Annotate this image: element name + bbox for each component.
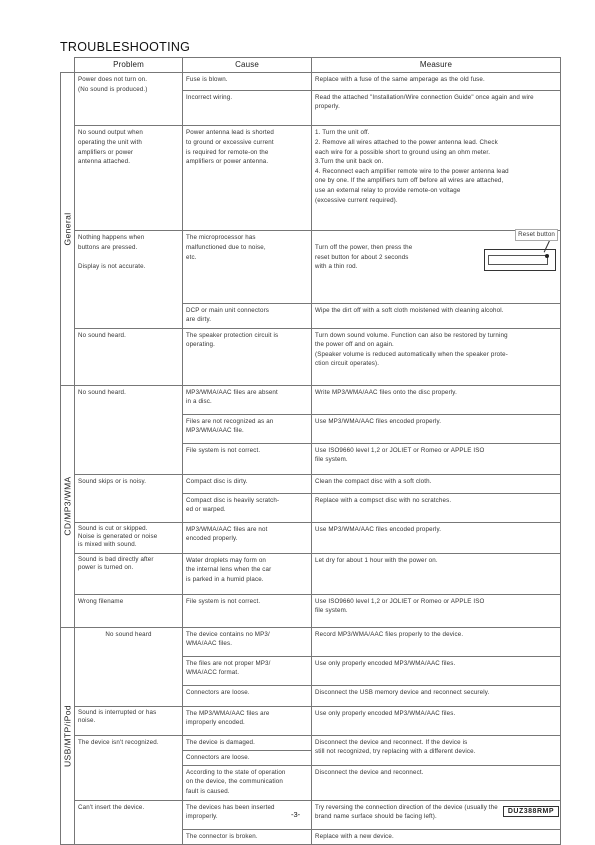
- header-cause: Cause: [183, 58, 312, 73]
- cause-cell: The microprocessor has malfunctioned due to noise, etc.: [183, 231, 312, 303]
- measure-cell: Clean the compact disc with a soft cloth.: [312, 474, 561, 493]
- cause-cell: The MP3/WMA/AAC files are improperly encoded.: [183, 706, 312, 735]
- problem-cell: Wrong filename: [75, 594, 183, 627]
- problem-cell: Sound is interrupted or has noise.: [75, 706, 183, 735]
- measure-cell: Record MP3/WMA/AAC files properly to the device.: [312, 627, 561, 656]
- cause-cell: DCP or main unit connectors are dirty.: [183, 303, 312, 328]
- table-row: [61, 126, 561, 231]
- measure-cell: Disconnect the device and reconnect.: [312, 765, 561, 800]
- reset-instructions: Turn off the power, then press the reset button for about 2 seconds with a thin rod.: [315, 244, 413, 271]
- cause-cell: Power antenna lead is shorted to ground or excessive current is required for remote-on the amplifiers or power antenna.: [183, 126, 312, 231]
- reset-button-diagram: [484, 249, 556, 271]
- measure-cell: 1. Turn the unit off. 2. Remove all wires attached to the power antenna lead. Check each wire for a possible short to ground using an ohm meter. 3.Turn the unit back on. 4. Reconnect each amplifier remote wire to the power antenna lead one by one. If the amplifiers turn off before all wires are attached, use an external relay to provide remote-on voltage (excessive current required).: [312, 126, 561, 231]
- table-row: [61, 735, 561, 750]
- cause-cell: Files are not recognized as an MP3/WMA/AAC file.: [183, 414, 312, 443]
- table-row: [61, 231, 561, 303]
- problem-cell: Nothing happens when buttons are pressed. Display is not accurate.: [75, 231, 183, 328]
- measure-cell: [312, 231, 561, 303]
- table-row: [61, 73, 561, 90]
- section-usb: USB/MTP/iPod: [61, 627, 75, 844]
- measure-cell: Use MP3/WMA/AAC files encoded properly.: [312, 414, 561, 443]
- cause-cell: Connectors are loose.: [183, 685, 312, 706]
- cause-cell: File system is not correct.: [183, 443, 312, 474]
- measure-cell: Wipe the dirt off with a soft cloth moistened with cleaning alcohol.: [312, 303, 561, 328]
- cause-cell: The device is damaged.: [183, 735, 312, 750]
- cause-cell: File system is not correct.: [183, 594, 312, 627]
- cause-cell: According to the state of operation on the device, the communication fault is caused.: [183, 765, 312, 800]
- problem-cell: Can't insert the device.: [75, 800, 183, 844]
- measure-cell: Replace with a compsct disc with no scratches.: [312, 493, 561, 522]
- problem-cell: Sound is bad directly after power is turned on.: [75, 553, 183, 594]
- cause-cell: The files are not proper MP3/ WMA/ACC format.: [183, 656, 312, 685]
- reset-button-label: Reset button: [515, 229, 558, 241]
- measure-cell: Replace with a fuse of the same amperage as the old fuse.: [312, 73, 561, 90]
- table-row: [61, 706, 561, 735]
- problem-cell: Sound is cut or skipped. Noise is generated or noise is mixed with sound.: [75, 522, 183, 553]
- page-number: -3-: [291, 810, 301, 819]
- measure-cell: Disconnect the device and reconnect. If the device is still not recognized, try replacing with a different device.: [312, 735, 561, 765]
- table-row: [61, 385, 561, 414]
- table-row: [61, 553, 561, 594]
- problem-cell: No sound heard.: [75, 385, 183, 474]
- reset-hole-icon: [545, 254, 549, 258]
- measure-cell: Replace with a new device.: [312, 829, 561, 844]
- measure-cell: Use only properly encoded MP3/WMA/AAC files.: [312, 706, 561, 735]
- measure-cell: Disconnect the USB memory device and reconnect securely.: [312, 685, 561, 706]
- cause-cell: Compact disc is heavily scratch- ed or warped.: [183, 493, 312, 522]
- cause-cell: The speaker protection circuit is operating.: [183, 328, 312, 385]
- table-row: [61, 474, 561, 493]
- measure-cell: Write MP3/WMA/AAC files onto the disc properly.: [312, 385, 561, 414]
- problem-cell: Sound skips or is noisy.: [75, 474, 183, 522]
- cause-cell: MP3/WMA/AAC files are not encoded properly.: [183, 522, 312, 553]
- measure-cell: Use ISO9660 level 1,2 or JOLIET or Romeo or APPLE ISO file system.: [312, 443, 561, 474]
- cause-cell: Connectors are loose.: [183, 750, 312, 765]
- measure-cell: Let dry for about 1 hour with the power on.: [312, 553, 561, 594]
- section-general: General: [61, 73, 75, 385]
- measure-cell: Read the attached "Installation/Wire connection Guide" once again and wire properly.: [312, 90, 561, 126]
- header-problem: Problem: [75, 58, 183, 73]
- table-row: [61, 800, 561, 829]
- page-title: TROUBLESHOOTING: [60, 40, 191, 54]
- cause-cell: The connector is broken.: [183, 829, 312, 844]
- cause-cell: The device contains no MP3/ WMA/AAC files.: [183, 627, 312, 656]
- measure-cell: Use only properly encoded MP3/WMA/AAC files.: [312, 656, 561, 685]
- model-number: DUZ388RMP: [503, 806, 559, 817]
- measure-cell: Try reversing the connection direction of the device (usually the brand name surface should be facing left).: [312, 800, 561, 829]
- table-row: [61, 522, 561, 553]
- cause-cell: Water droplets may form on the internal lens when the car is parked in a humid place.: [183, 553, 312, 594]
- section-cd: CD/MP3/WMA: [61, 385, 75, 627]
- cause-cell: The devices has been inserted improperly.: [183, 800, 312, 829]
- problem-cell: No sound heard.: [75, 328, 183, 385]
- problem-cell: No sound heard: [75, 627, 183, 706]
- troubleshooting-table: [60, 57, 561, 845]
- problem-cell: The device isn't recognized.: [75, 735, 183, 800]
- cause-cell: Fuse is blown.: [183, 73, 312, 90]
- cause-cell: Compact disc is dirty.: [183, 474, 312, 493]
- measure-cell: Use ISO9660 level 1,2 or JOLIET or Romeo or APPLE ISO file system.: [312, 594, 561, 627]
- measure-cell: Use MP3/WMA/AAC files encoded properly.: [312, 522, 561, 553]
- header-row: [61, 58, 561, 73]
- table-row: [61, 627, 561, 656]
- cause-cell: MP3/WMA/AAC files are absent in a disc.: [183, 385, 312, 414]
- header-measure: Measure: [312, 58, 561, 73]
- cause-cell: Incorrect wiring.: [183, 90, 312, 126]
- problem-cell: Power does not turn on. (No sound is produced.): [75, 73, 183, 126]
- measure-cell: Turn down sound volume. Function can also be restored by turning the power off and on again. (Speaker volume is reduced automatically when the speaker prote- ction circuit operates).: [312, 328, 561, 385]
- unit-panel-shape: [488, 255, 548, 265]
- problem-cell: No sound output when operating the unit with amplifiers or power antenna attached.: [75, 126, 183, 231]
